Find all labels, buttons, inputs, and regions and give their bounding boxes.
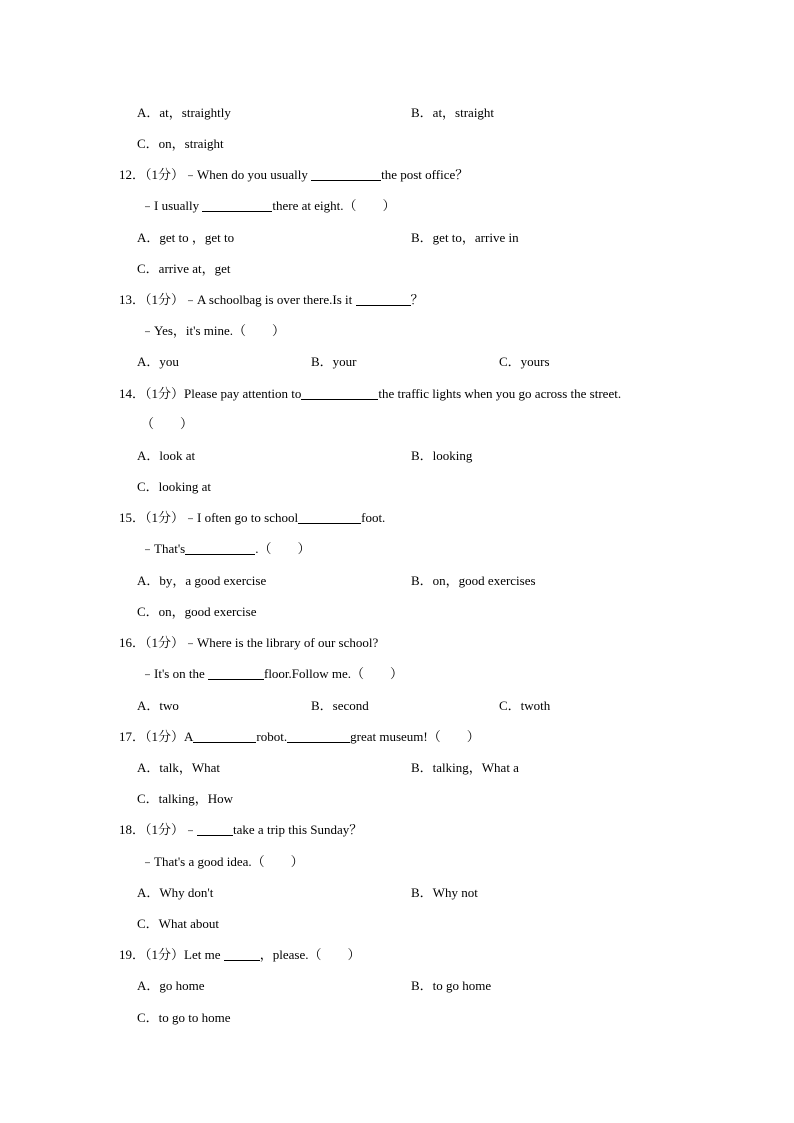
answer-blank bbox=[287, 729, 350, 743]
option-b: B．second bbox=[311, 698, 369, 713]
dialogue-text: ﹣It's on the bbox=[141, 666, 208, 681]
option-c: C．talking，How bbox=[137, 791, 234, 806]
question-text: take a trip this Sunday？ bbox=[233, 822, 363, 837]
question-number: 13．（1分） bbox=[119, 292, 185, 307]
question-text: foot. bbox=[361, 510, 386, 525]
question-text: Let me bbox=[184, 947, 224, 962]
answer-blank bbox=[202, 198, 272, 212]
question-text: great museum!（ ） bbox=[350, 729, 480, 744]
dialogue-line: ﹣Yes，it's mine.（ ） bbox=[141, 323, 286, 338]
dialogue-line bbox=[141, 198, 396, 214]
option-c: C．to go to home bbox=[137, 1010, 231, 1025]
option-b: B．your bbox=[311, 354, 357, 369]
option-a: A．look at bbox=[137, 448, 196, 463]
question-15 bbox=[119, 510, 385, 526]
option-a: A．you bbox=[137, 354, 179, 369]
question-text: Please pay attention to bbox=[184, 386, 302, 401]
question-text: ﹣I often go to school bbox=[184, 510, 299, 525]
option-c: C．on，good exercise bbox=[137, 604, 257, 619]
dialogue-text: ﹣I usually bbox=[141, 198, 203, 213]
question-17 bbox=[119, 729, 480, 745]
prev-option-b: B．at，straight bbox=[411, 105, 495, 120]
question-18 bbox=[119, 822, 362, 838]
option-c: C．twoth bbox=[499, 698, 551, 713]
dialogue-text: there at eight.（ ） bbox=[272, 198, 396, 213]
prev-option-c: C．on，straight bbox=[137, 136, 224, 151]
option-b: B．Why not bbox=[411, 885, 478, 900]
question-text: ﹣ bbox=[184, 822, 198, 837]
option-a: A．by，a good exercise bbox=[137, 573, 267, 588]
option-a: A．Why don't bbox=[137, 885, 214, 900]
question-text: ？ bbox=[410, 292, 424, 307]
question-text: ﹣When do you usually bbox=[184, 167, 312, 182]
question-number: 19．（1分） bbox=[119, 947, 185, 962]
question-19 bbox=[119, 947, 360, 963]
option-b: B．talking，What a bbox=[411, 760, 519, 775]
answer-blank bbox=[311, 167, 381, 181]
option-a: A．go home bbox=[137, 978, 205, 993]
option-a: A．get to ，get to bbox=[137, 230, 235, 245]
question-13 bbox=[119, 292, 424, 308]
option-c: C．arrive at，get bbox=[137, 261, 231, 276]
question-text: ，please.（ ） bbox=[259, 947, 361, 962]
answer-blank bbox=[356, 292, 411, 306]
question-text: ﹣A schoolbag is over there.Is it bbox=[184, 292, 356, 307]
dialogue-line bbox=[141, 666, 403, 682]
option-a: A．talk，What bbox=[137, 760, 221, 775]
option-a: A．two bbox=[137, 698, 179, 713]
answer-blank bbox=[193, 729, 256, 743]
question-number: 18．（1分） bbox=[119, 822, 185, 837]
question-number: 14．（1分） bbox=[119, 386, 185, 401]
option-b: B．on，good exercises bbox=[411, 573, 536, 588]
prev-option-a: A．at，straightly bbox=[137, 105, 231, 120]
option-c: C．looking at bbox=[137, 479, 212, 494]
dialogue-text: floor.Follow me.（ ） bbox=[263, 666, 404, 681]
question-number: 17．（1分） bbox=[119, 729, 185, 744]
answer-blank bbox=[301, 386, 378, 400]
option-b: B．to go home bbox=[411, 978, 492, 993]
answer-blank bbox=[197, 822, 233, 836]
option-c: C．yours bbox=[499, 354, 550, 369]
question-number: 15．（1分） bbox=[119, 510, 185, 525]
question-number: 16．（1分） bbox=[119, 635, 185, 650]
question-16 bbox=[119, 635, 378, 651]
answer-blank bbox=[208, 666, 264, 680]
question-text: robot. bbox=[256, 729, 288, 744]
answer-blank bbox=[185, 541, 255, 555]
question-text: ﹣Where is the library of our school? bbox=[184, 635, 379, 650]
question-12 bbox=[119, 167, 468, 183]
answer-blank bbox=[298, 510, 361, 524]
answer-parentheses: （ ） bbox=[141, 416, 194, 431]
question-text: the post office？ bbox=[381, 167, 469, 182]
dialogue-text: .（ ） bbox=[255, 541, 311, 556]
question-number: 12．（1分） bbox=[119, 167, 185, 182]
question-14 bbox=[119, 386, 621, 402]
dialogue-line bbox=[141, 541, 311, 557]
dialogue-text: ﹣That's bbox=[141, 541, 186, 556]
answer-blank bbox=[224, 947, 260, 961]
dialogue-line: ﹣That's a good idea.（ ） bbox=[141, 854, 304, 869]
option-b: B．get to，arrive in bbox=[411, 230, 519, 245]
option-c: C．What about bbox=[137, 916, 219, 931]
question-text: A bbox=[184, 729, 194, 744]
question-text: the traffic lights when you go across the street. bbox=[378, 386, 622, 401]
option-b: B．looking bbox=[411, 448, 473, 463]
